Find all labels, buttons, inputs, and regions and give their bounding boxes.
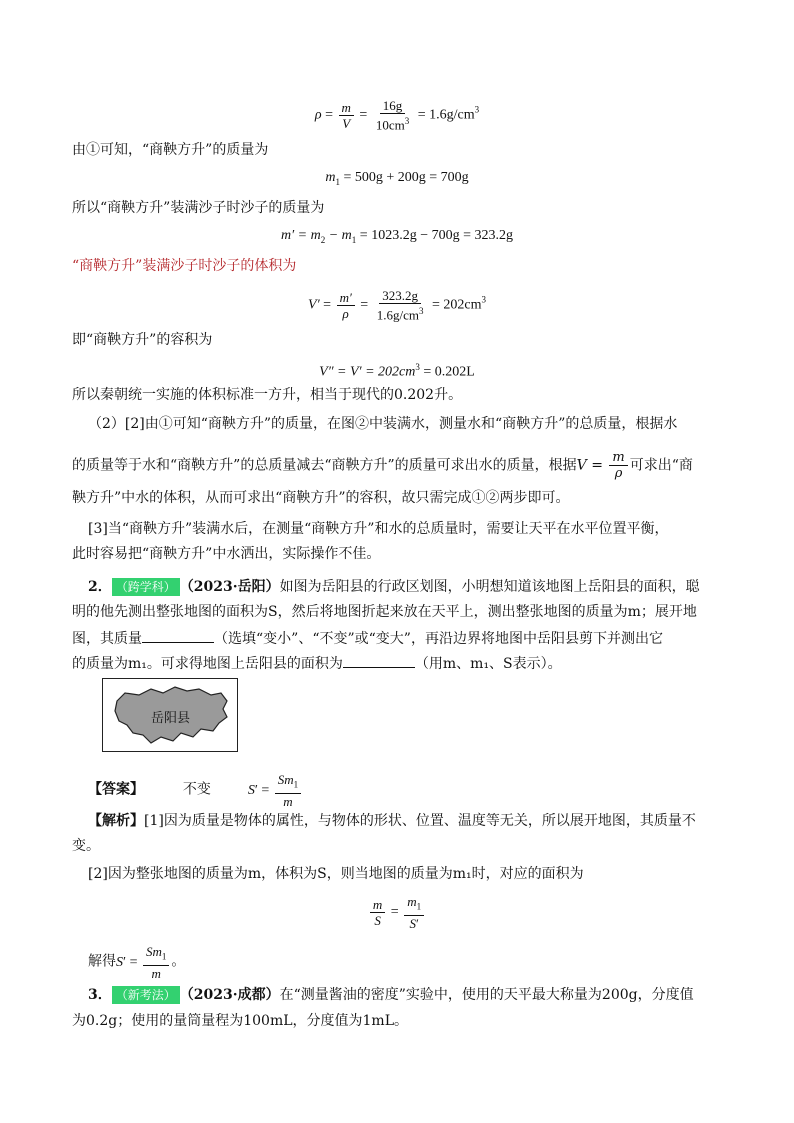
answer-blank-1 xyxy=(142,628,214,643)
analysis-line4: 解得S′ = $\frac{Sm_1}{m}$ 。 xyxy=(88,944,186,981)
paragraph-2: 所以“商鞅方升”装满沙子时沙子的质量为 xyxy=(72,200,325,216)
formula-vprime: V′ = $\frac{m'}{\rho}$ = $\frac{323.2g}{1.6g/cm^3}$ = $202cm^3$ xyxy=(308,288,486,323)
paragraph-3-red: “商鞅方升”装满沙子时沙子的体积为 xyxy=(72,258,297,274)
analysis-line1: 【解析】[1]因为质量是物体的属性，与物体的形状、位置、温度等无关，所以展开地图，其质量不 xyxy=(88,813,696,829)
question-2-line3: 图，其质量 （选填“变小”、“不变”或“变大”，再沿边界将地图中岳阳县剪下并测出它 xyxy=(72,628,663,649)
paragraph-1: 由①可知，“商鞅方升”的质量为 xyxy=(72,142,269,158)
analysis-line2: 变。 xyxy=(72,838,100,854)
formula-mprime: $m' = m_2 - m_1 = 1023.2g - 700g = 323.2g$ xyxy=(281,228,513,245)
question-2-line2: 明的他先测出整张地图的面积为S，然后将地图折起来放在天平上，测出整张地图的质量为m；展开地 xyxy=(72,604,697,620)
formula-m1: $m_1 = 500g + 200g = 700g$ xyxy=(325,170,469,187)
paragraph-6c: 鞅方升”中水的体积，从而可求出“商鞅方升”的容积，故只需完成①②两步即可。 xyxy=(72,490,570,506)
paragraph-5: 所以秦朝统一实施的体积标准一方升，相当于现代的0.202升。 xyxy=(72,387,463,403)
question-2-line4: 的质量为m₁。可求得地图上岳阳县的面积为 （用m、m₁、S表示）。 xyxy=(72,653,562,674)
paragraph-6a: （2）[2]由①可知“商鞅方升”的质量，在图②中装满水，测量水和“商鞅方升”的总质量，根据水 xyxy=(88,416,678,432)
question-2-line1: 2． （跨学科） （2023·岳阳）如图为岳阳县的行政区划图，小明想知道该地图上岳阳县的面积，聪 xyxy=(88,579,700,595)
analysis-line3: [2]因为整张地图的质量为m，体积为S，则当地图的质量为m₁时，对应的面积为 xyxy=(88,866,584,882)
question-3-line2: 为0.2g；使用的量筒量程为100mL，分度值为1mL。 xyxy=(72,1013,408,1029)
formula-ratio: $\frac{m}{S}$ = $\frac{m_1}{S'}$ xyxy=(0,894,794,931)
formula-density: ρ = $\frac{m}{V}$ = $\frac{16g}{10cm^3}$ = $1.6g/cm^3$ xyxy=(314,98,480,133)
answer-line: 【答案】 不变 S′ = $\frac{Sm_1}{m}$ xyxy=(88,772,303,809)
answer-blank-2 xyxy=(343,653,415,668)
map-label: 岳阳县 xyxy=(151,711,191,726)
paragraph-7b: 此时容易把“商鞅方升”中水洒出，实际操作不佳。 xyxy=(72,546,381,562)
paragraph-4: 即“商鞅方升”的容积为 xyxy=(72,332,213,348)
paragraph-7a: [3]当“商鞅方升”装满水后，在测量“商鞅方升”和水的总质量时，需要让天平在水平位置平衡， xyxy=(88,521,669,537)
formula-v2: $V'' = V' = 202cm^3 = 0.202L$ xyxy=(319,362,475,380)
question-2-tag: （跨学科） xyxy=(112,578,180,596)
paragraph-6b: 的质量等于水和“商鞅方升”的总质量减去“商鞅方升”的质量可求出水的质量，根据V = $\frac{m}{\rho}$ 可求出“商 xyxy=(72,450,693,481)
yueyang-map-figure xyxy=(102,678,238,752)
question-3-line1: 3． （新考法） （2023·成都）在“测量酱油的密度”实验中，使用的天平最大称量为200g，分度值 xyxy=(88,987,694,1003)
question-3-tag: （新考法） xyxy=(112,986,180,1004)
